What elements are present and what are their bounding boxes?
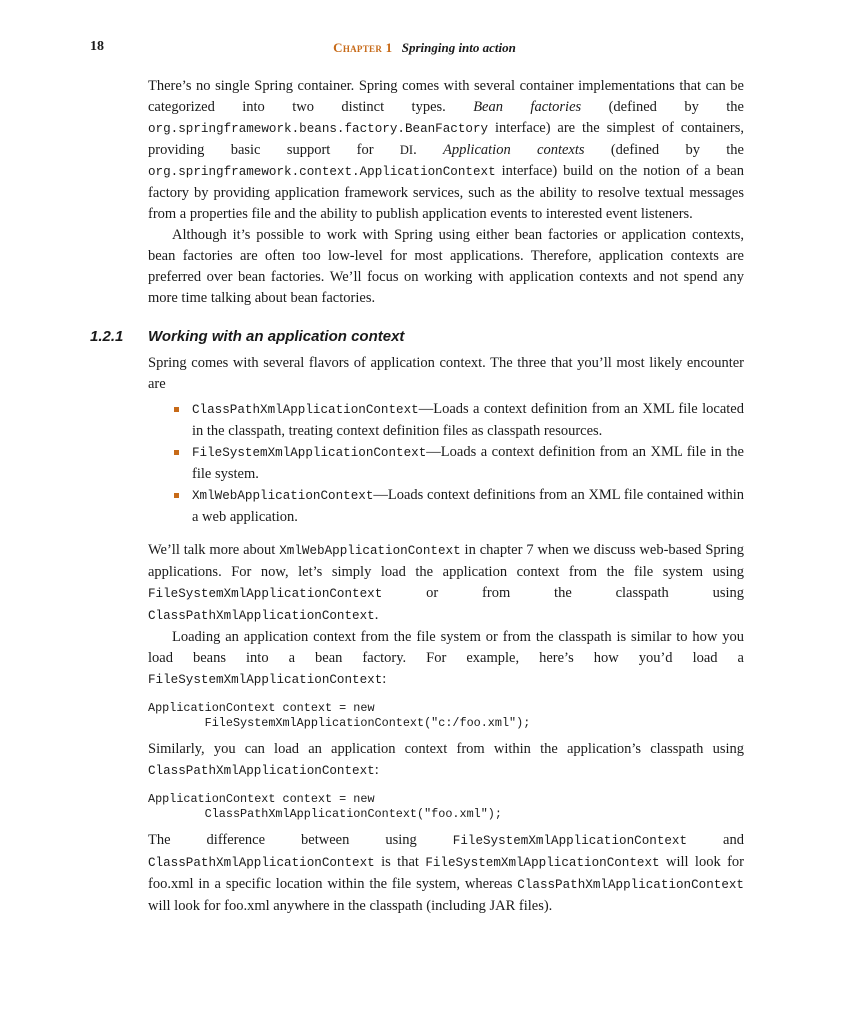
bullet-square-icon xyxy=(174,407,179,412)
code-applicationcontext: org.springframework.context.ApplicationContext xyxy=(148,165,496,179)
section-heading xyxy=(90,327,744,347)
section-number: 1.2.1 xyxy=(90,328,124,345)
page-body xyxy=(90,76,745,917)
code-beanfactory: org.springframework.beans.factory.BeanFactory xyxy=(148,122,489,136)
paragraph-bean-factories-low-level: Although it’s possible to work with Spring using either bean factories or application contexts, bean factories are often too low-level for most applications. Therefore, application contexts are preferred over bean factories. We’ll focus on working with application contexts and not spend any more time talking about bean factories. xyxy=(148,227,744,306)
paragraph-container-types xyxy=(148,76,744,225)
bullet-square-icon xyxy=(174,450,179,455)
text: The difference between using xyxy=(148,832,453,848)
section-title: Working with an application context xyxy=(148,328,405,345)
list-item xyxy=(192,442,744,485)
chapter-title: Springing into action xyxy=(401,40,516,55)
chapter-label: Chapter 1 xyxy=(333,40,393,55)
text: or from the classpath using xyxy=(382,585,744,601)
inline-code: FileSystemXmlApplicationContext xyxy=(148,673,383,687)
text: : xyxy=(374,762,379,778)
list-item-code: ClassPathXmlApplicationContext xyxy=(192,403,419,417)
list-item-text: —Loads context definitions from an XML file contained within a web application. xyxy=(192,487,744,525)
text: There’s no single Spring container. Spring comes with several container implementations that can be categorized into two distinct types. xyxy=(148,78,744,115)
text: will look for foo.xml in a specific location within the file system, whereas xyxy=(148,854,745,892)
paragraph-difference xyxy=(148,830,744,917)
text: in chapter 7 when we discuss web-based Spring applications. For now, let’s simply load the application context from the file system using xyxy=(148,542,744,580)
term-application-contexts: Application contexts xyxy=(443,142,585,158)
inline-code: ClassPathXmlApplicationContext xyxy=(148,609,375,623)
inline-code: ClassPathXmlApplicationContext xyxy=(148,764,375,778)
text: We’ll talk more about xyxy=(148,542,280,558)
text: interface) build on the notion of a bean factory by providing application framework services, such as the ability to resolve textual messages from a properties file and the ability to publish application events to interested event listeners. xyxy=(148,163,744,222)
inline-code: ClassPathXmlApplicationContext xyxy=(148,856,375,870)
text: interface) are the simplest of containers, providing basic support for xyxy=(148,120,744,158)
list-item xyxy=(192,485,744,528)
term-bean-factories: Bean factories xyxy=(473,99,582,115)
list-item-code: XmlWebApplicationContext xyxy=(192,489,374,503)
text: (defined by the xyxy=(584,142,744,158)
inline-code: ClassPathXmlApplicationContext xyxy=(517,878,744,892)
text: is that xyxy=(374,854,426,870)
text: . xyxy=(413,142,444,158)
list-item-text: —Loads a context definition from an XML file in the file system. xyxy=(192,444,744,482)
running-header xyxy=(0,40,849,56)
inline-code: FileSystemXmlApplicationContext xyxy=(425,856,660,870)
list-item xyxy=(192,399,744,442)
paragraph-similarly xyxy=(148,739,744,782)
context-types-list xyxy=(148,399,744,528)
inline-code: FileSystemXmlApplicationContext xyxy=(452,834,688,848)
list-item-code: FileSystemXmlApplicationContext xyxy=(192,446,427,460)
paragraph-flavors: Spring comes with several flavors of application context. The three that you’ll most likely encounter are xyxy=(148,355,744,392)
code-listing-filesystem: ApplicationContext context = new FileSystemXmlApplicationContext("c:/foo.xml"); xyxy=(148,701,531,730)
text: : xyxy=(382,671,387,687)
bullet-square-icon xyxy=(174,493,179,498)
text: (defined by the xyxy=(581,99,744,115)
inline-code: FileSystemXmlApplicationContext xyxy=(148,587,383,601)
text: . xyxy=(374,607,379,623)
text: and xyxy=(687,832,744,848)
abbr-di: DI xyxy=(399,143,414,157)
list-item-text: —Loads a context definition from an XML file located in the classpath, treating context definition files as classpath resources. xyxy=(192,401,744,439)
paragraph-xmlweb xyxy=(148,540,744,627)
code-listing-classpath: ApplicationContext context = new ClassPathXmlApplicationContext("foo.xml"); xyxy=(148,792,502,821)
text: Similarly, you can load an application context from within the application’s classpath using xyxy=(148,741,744,757)
page-number: 18 xyxy=(90,39,104,54)
paragraph-loading xyxy=(148,627,744,691)
text: will look for foo.xml anywhere in the classpath (including JAR files). xyxy=(148,898,553,914)
text: Loading an application context from the file system or from the classpath is similar to how you load beans into a bean factory. For example, here’s how you’d load a xyxy=(148,629,744,666)
inline-code: XmlWebApplicationContext xyxy=(279,544,461,558)
